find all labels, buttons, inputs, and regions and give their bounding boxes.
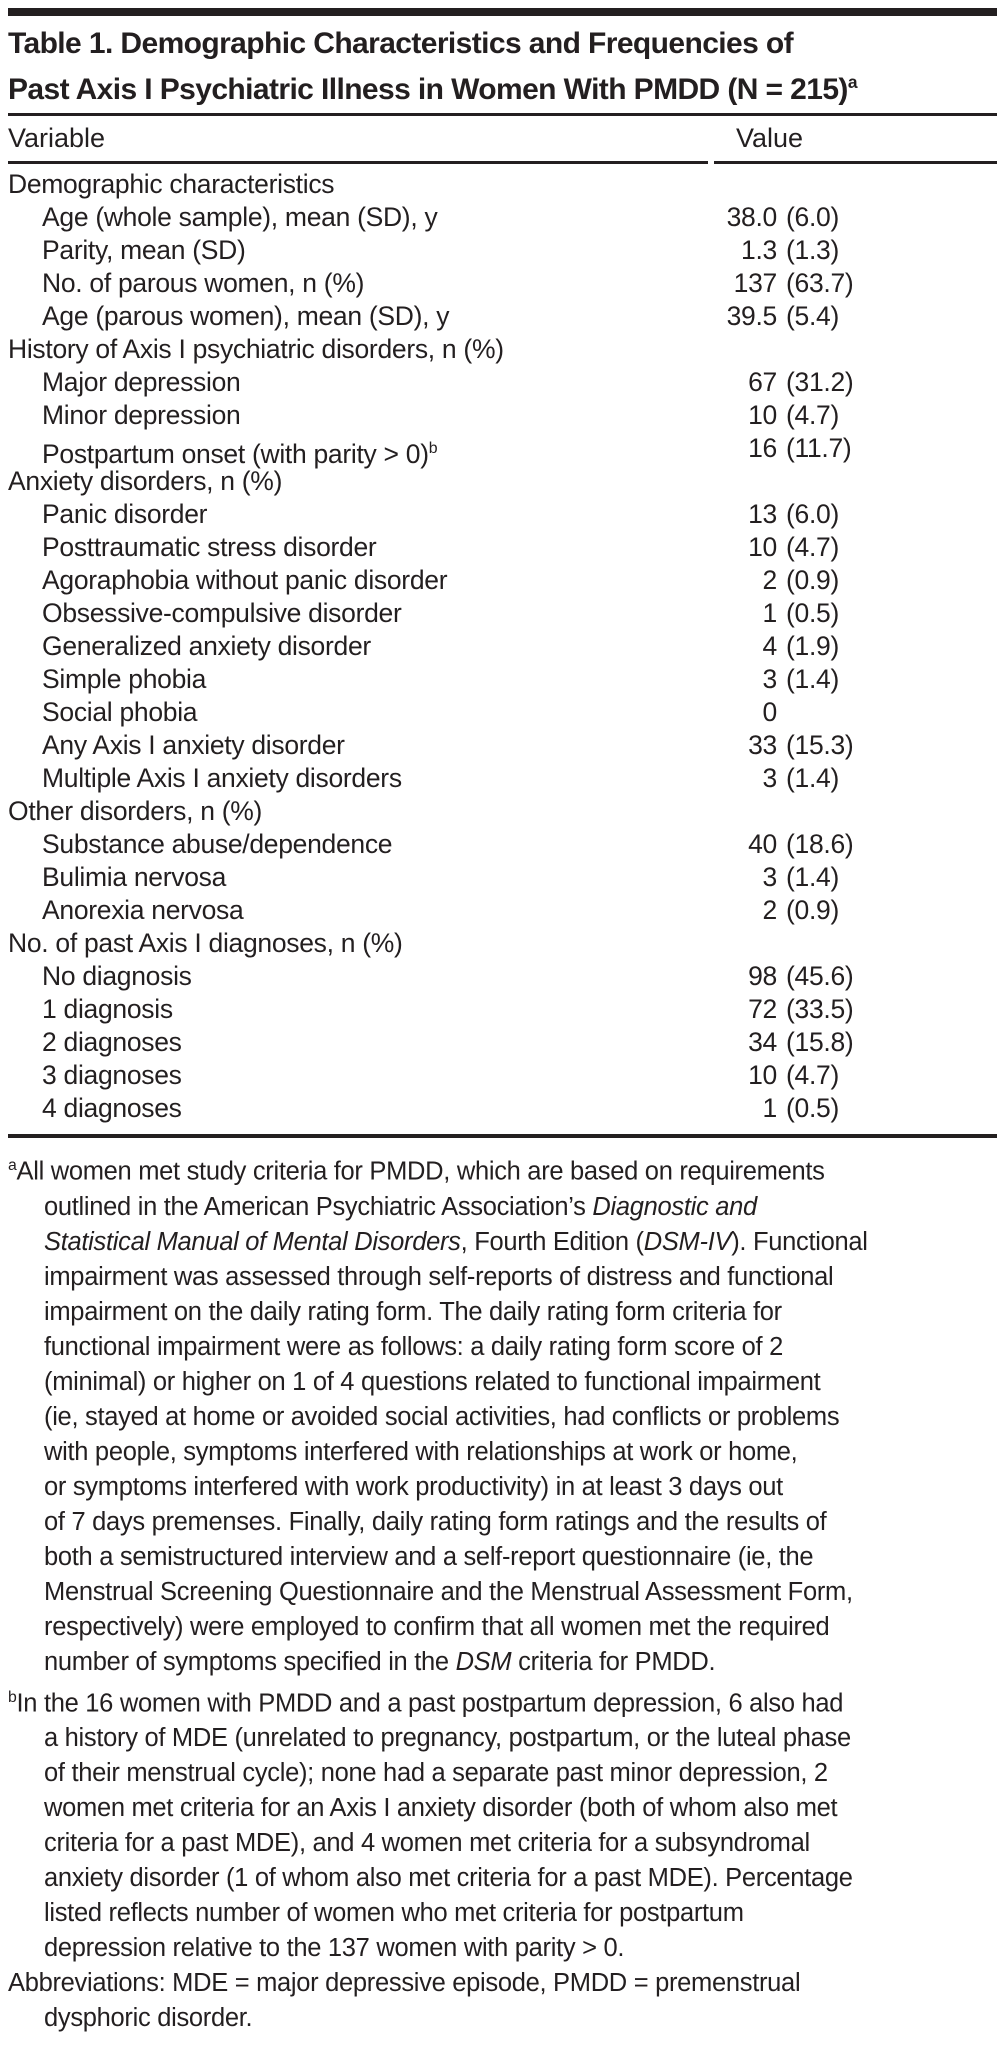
value-percent: (11.7) xyxy=(786,433,852,463)
row-label: History of Axis I psychiatric disorders, n (%) xyxy=(8,334,504,364)
value-percent: (15.8) xyxy=(786,1027,854,1057)
footnote-text: In the 16 women with PMDD and a past postpartum depression, 6 also had xyxy=(16,1689,844,1717)
row-label: Social phobia xyxy=(42,697,198,727)
row-value xyxy=(715,597,870,630)
value-number: 33 xyxy=(748,730,777,760)
footnote-text: All women met study criteria for PMDD, which are based on requirements xyxy=(16,1157,825,1186)
value-percent: (63.7) xyxy=(786,268,854,298)
value-number: 72 xyxy=(748,994,777,1024)
value-number: 137 xyxy=(733,268,777,298)
footnote-marker: a xyxy=(8,1157,17,1174)
row-value xyxy=(715,168,870,201)
table-row xyxy=(8,960,997,993)
row-label: 4 diagnoses xyxy=(42,1093,182,1123)
value-number: 1 xyxy=(762,598,777,628)
table-row xyxy=(8,597,997,630)
row-label: Posttraumatic stress disorder xyxy=(42,532,377,562)
footnote-text: respectively) were employed to confirm that all women met the required xyxy=(44,1612,830,1641)
footnote-text: outlined in the American Psychiatric Association’s xyxy=(44,1192,593,1221)
value-number: 34 xyxy=(748,1027,777,1057)
footnote-a-line xyxy=(8,1260,997,1295)
row-value xyxy=(715,564,870,597)
top-rule xyxy=(8,8,997,16)
row-value xyxy=(715,663,870,696)
footnote-rule xyxy=(8,1134,997,1138)
value-number: 3 xyxy=(762,664,777,694)
footnote-text: functional impairment were as follows: a daily rating form score of 2 xyxy=(44,1332,783,1361)
abbreviations-line xyxy=(8,1966,997,2001)
value-percent: (1.4) xyxy=(786,763,839,793)
value-number: 40 xyxy=(748,829,777,859)
table-title-line2: Past Axis I Psychiatric Illness in Women With PMDD (N = 215) xyxy=(8,73,848,106)
footnote-text: depression relative to the 137 women with parity > 0. xyxy=(44,1934,625,1962)
table-row xyxy=(8,630,997,663)
table-row xyxy=(8,498,997,531)
value-number: 98 xyxy=(748,961,777,991)
table-row xyxy=(8,1026,997,1059)
table-title-footnote-marker: a xyxy=(847,72,857,92)
value-number: 39.5 xyxy=(726,301,777,331)
table-row xyxy=(8,234,997,267)
table-row xyxy=(8,366,997,399)
footnote-text: , Fourth Edition ( xyxy=(460,1227,644,1256)
row-label: No. of parous women, n (%) xyxy=(42,268,365,298)
value-percent: (0.5) xyxy=(786,1093,839,1123)
row-value xyxy=(715,531,870,564)
column-header-row xyxy=(8,116,997,164)
row-label: Age (parous women), mean (SD), y xyxy=(42,301,450,331)
row-label: Anorexia nervosa xyxy=(42,895,244,925)
footnote-marker: b xyxy=(8,1688,17,1706)
row-label: Parity, mean (SD) xyxy=(42,235,246,265)
footnote-text: impairment on the daily rating form. The daily rating form criteria for xyxy=(44,1297,782,1326)
row-value xyxy=(715,267,870,300)
value-number: 3 xyxy=(762,763,777,793)
footnote-text: women met criteria for an Axis I anxiety disorder (both of whom also met xyxy=(44,1794,838,1822)
table-row xyxy=(8,1092,997,1125)
value-percent: (33.5) xyxy=(786,994,854,1024)
table-row xyxy=(8,267,997,300)
row-value xyxy=(715,366,870,399)
row-label: Demographic characteristics xyxy=(8,169,335,199)
value-percent: (1.9) xyxy=(786,631,839,661)
footnote-a-line xyxy=(8,1225,997,1260)
row-label: Bulimia nervosa xyxy=(42,862,227,892)
row-label: No diagnosis xyxy=(42,961,192,991)
row-label: Minor depression xyxy=(42,400,241,430)
footnote-b-line xyxy=(8,1680,997,1722)
value-number: 38.0 xyxy=(726,202,777,232)
footnote-text: listed reflects number of women who met criteria for postpartum xyxy=(44,1899,744,1927)
table-row xyxy=(8,168,997,201)
footnote-text: anxiety disorder (1 of whom also met criteria for a past MDE). Percentage xyxy=(44,1864,853,1892)
footnote-text: a history of MDE (unrelated to pregnancy, postpartum, or the luteal phase xyxy=(44,1724,851,1752)
footnote-text: (minimal) or higher on 1 of 4 questions related to functional impairment xyxy=(44,1367,821,1396)
footnote-b-line xyxy=(8,1756,997,1791)
table-row xyxy=(8,531,997,564)
footnote-text-italic: DSM xyxy=(455,1647,512,1676)
footnote-text: (ie, stayed at home or avoided social activities, had conflicts or problems xyxy=(44,1402,840,1431)
footnote-text-italic: Diagnostic and xyxy=(592,1192,757,1221)
row-label: 1 diagnosis xyxy=(42,994,173,1024)
footnote-b-line xyxy=(8,1721,997,1756)
footnote-a-line xyxy=(8,1400,997,1435)
footnote-text: with people, symptoms interfered with relationships at work or home, xyxy=(44,1437,798,1466)
table-row xyxy=(8,432,997,469)
row-value xyxy=(715,1059,870,1092)
table-row xyxy=(8,201,997,234)
value-percent: (0.9) xyxy=(786,895,839,925)
table-title xyxy=(8,25,997,109)
value-percent: (45.6) xyxy=(786,961,854,991)
table-row xyxy=(8,894,997,927)
footnote-b-line xyxy=(8,1896,997,1931)
row-label: Substance abuse/dependence xyxy=(42,829,393,859)
column-header-value: Value xyxy=(714,116,997,164)
table-row xyxy=(8,993,997,1026)
row-label: No. of past Axis I diagnoses, n (%) xyxy=(8,928,403,958)
value-percent: (1.3) xyxy=(786,235,839,265)
row-value xyxy=(715,1026,870,1059)
table-row xyxy=(8,861,997,894)
value-percent: (31.2) xyxy=(786,367,854,397)
footnote-text: dysphoric disorder. xyxy=(44,2004,253,2032)
table-row xyxy=(8,663,997,696)
footnotes xyxy=(8,1148,997,2036)
value-number xyxy=(715,333,777,366)
table-1-container xyxy=(8,8,997,2051)
value-number: 2 xyxy=(762,895,777,925)
footnote-a-line xyxy=(8,1505,997,1540)
footnote-text: ). Functional xyxy=(731,1227,868,1256)
table-row xyxy=(8,465,997,498)
table-title-line1: Table 1. Demographic Characteristics and Frequencies of xyxy=(8,27,794,60)
value-percent: (4.7) xyxy=(786,1060,839,1090)
row-footnote-marker: b xyxy=(428,440,438,457)
footnote-text: or symptoms interfered with work productivity) in at least 3 days out xyxy=(44,1472,783,1501)
row-label: Postpartum onset (with parity > 0)$^b$ xyxy=(42,438,438,469)
table-row xyxy=(8,762,997,795)
row-value xyxy=(715,993,870,1026)
table-row xyxy=(8,729,997,762)
value-percent: (15.3) xyxy=(786,730,854,760)
table-row xyxy=(8,300,997,333)
value-percent: (6.0) xyxy=(786,499,839,529)
row-label: 3 diagnoses xyxy=(42,1060,182,1090)
footnote-b-line xyxy=(8,1826,997,1861)
footnote-b-line xyxy=(8,1791,997,1826)
footnote-text: of 7 days premenses. Finally, daily rating form ratings and the results of xyxy=(44,1507,827,1536)
footnote-a-line xyxy=(8,1148,997,1190)
value-number: 67 xyxy=(748,367,777,397)
row-label: Agoraphobia without panic disorder xyxy=(42,565,448,595)
value-percent: (18.6) xyxy=(786,829,854,859)
table-row xyxy=(8,795,997,828)
row-label: Multiple Axis I anxiety disorders xyxy=(42,763,402,793)
value-number: 13 xyxy=(748,499,777,529)
row-value xyxy=(715,630,870,663)
footnote-text: criteria for a past MDE), and 4 women met criteria for a subsyndromal xyxy=(44,1829,810,1857)
footnote-a-line xyxy=(8,1295,997,1330)
row-value xyxy=(715,861,870,894)
row-value xyxy=(715,465,870,498)
value-percent: (6.0) xyxy=(786,202,839,232)
value-percent: (4.7) xyxy=(786,400,839,430)
row-value xyxy=(715,729,870,762)
value-percent: (5.4) xyxy=(786,301,839,331)
footnote-text: criteria for PMDD. xyxy=(511,1647,716,1676)
row-label: Anxiety disorders, n (%) xyxy=(8,466,283,496)
footnote-text-italic: DSM-IV xyxy=(643,1227,732,1256)
value-number: 10 xyxy=(748,400,777,430)
footnote-text: of their menstrual cycle); none had a separate past minor depression, 2 xyxy=(44,1759,828,1787)
table-row xyxy=(8,927,997,960)
row-label: Other disorders, n (%) xyxy=(8,796,263,826)
row-value xyxy=(715,828,870,861)
value-number: 4 xyxy=(762,631,777,661)
row-value xyxy=(715,300,870,333)
footnote-text: Abbreviations: MDE = major depressive episode, PMDD = premenstrual xyxy=(8,1969,801,1997)
row-value xyxy=(715,927,870,960)
value-number xyxy=(715,795,777,828)
value-number: 1 xyxy=(762,1093,777,1123)
table-row xyxy=(8,564,997,597)
value-number: 0 xyxy=(762,697,777,727)
value-percent: (0.5) xyxy=(786,598,839,628)
row-label: Generalized anxiety disorder xyxy=(42,631,371,661)
row-value xyxy=(715,1092,870,1125)
value-number: 1.3 xyxy=(741,235,777,265)
footnote-a-line xyxy=(8,1540,997,1575)
footnote-b-line xyxy=(8,1931,997,1966)
value-number: 16 xyxy=(748,433,777,463)
row-label: Simple phobia xyxy=(42,664,207,694)
table-body xyxy=(8,164,997,1125)
value-number xyxy=(715,465,777,498)
value-number xyxy=(715,927,777,960)
row-value xyxy=(715,498,870,531)
footnote-a-line xyxy=(8,1470,997,1505)
value-number: 10 xyxy=(748,1060,777,1090)
table-row xyxy=(8,399,997,432)
footnote-a-line xyxy=(8,1645,997,1680)
footnote-a-line xyxy=(8,1365,997,1400)
row-value xyxy=(715,795,870,828)
row-value xyxy=(715,894,870,927)
footnote-a-line xyxy=(8,1610,997,1645)
row-value xyxy=(715,234,870,267)
row-label: Major depression xyxy=(42,367,241,397)
value-number: 2 xyxy=(762,565,777,595)
footnote-a-line xyxy=(8,1435,997,1470)
footnote-text: impairment was assessed through self-reports of distress and functional xyxy=(44,1262,834,1291)
row-value xyxy=(715,399,870,432)
value-percent: (0.9) xyxy=(786,565,839,595)
value-percent: (1.4) xyxy=(786,664,839,694)
table-row xyxy=(8,828,997,861)
abbreviations-line xyxy=(8,2001,997,2036)
row-label: Panic disorder xyxy=(42,499,208,529)
footnote-b-line xyxy=(8,1861,997,1896)
value-number: 10 xyxy=(748,532,777,562)
footnote-text: Menstrual Screening Questionnaire and the Menstrual Assessment Form, xyxy=(44,1577,853,1606)
footnote-a-line xyxy=(8,1330,997,1365)
row-value xyxy=(715,333,870,366)
row-label: Age (whole sample), mean (SD), y xyxy=(42,202,438,232)
table-row xyxy=(8,696,997,729)
value-percent: (1.4) xyxy=(786,862,839,892)
value-percent: (4.7) xyxy=(786,532,839,562)
table-row xyxy=(8,1059,997,1092)
row-value xyxy=(715,432,870,465)
footnote-text-italic: Statistical Manual of Mental Disorders xyxy=(44,1227,461,1256)
column-header-variable: Variable xyxy=(8,116,708,164)
value-number: 3 xyxy=(762,862,777,892)
footnote-a-line xyxy=(8,1575,997,1610)
row-label: Obsessive-compulsive disorder xyxy=(42,598,402,628)
value-number xyxy=(715,168,777,201)
row-value xyxy=(715,960,870,993)
row-value xyxy=(715,696,870,729)
row-value xyxy=(715,201,870,234)
table-row xyxy=(8,333,997,366)
footnote-text: number of symptoms specified in the xyxy=(44,1647,456,1676)
row-label: Any Axis I anxiety disorder xyxy=(42,730,345,760)
row-value xyxy=(715,762,870,795)
row-label: 2 diagnoses xyxy=(42,1027,182,1057)
footnote-a-line xyxy=(8,1190,997,1225)
footnote-text: both a semistructured interview and a self-report questionnaire (ie, the xyxy=(44,1542,814,1571)
